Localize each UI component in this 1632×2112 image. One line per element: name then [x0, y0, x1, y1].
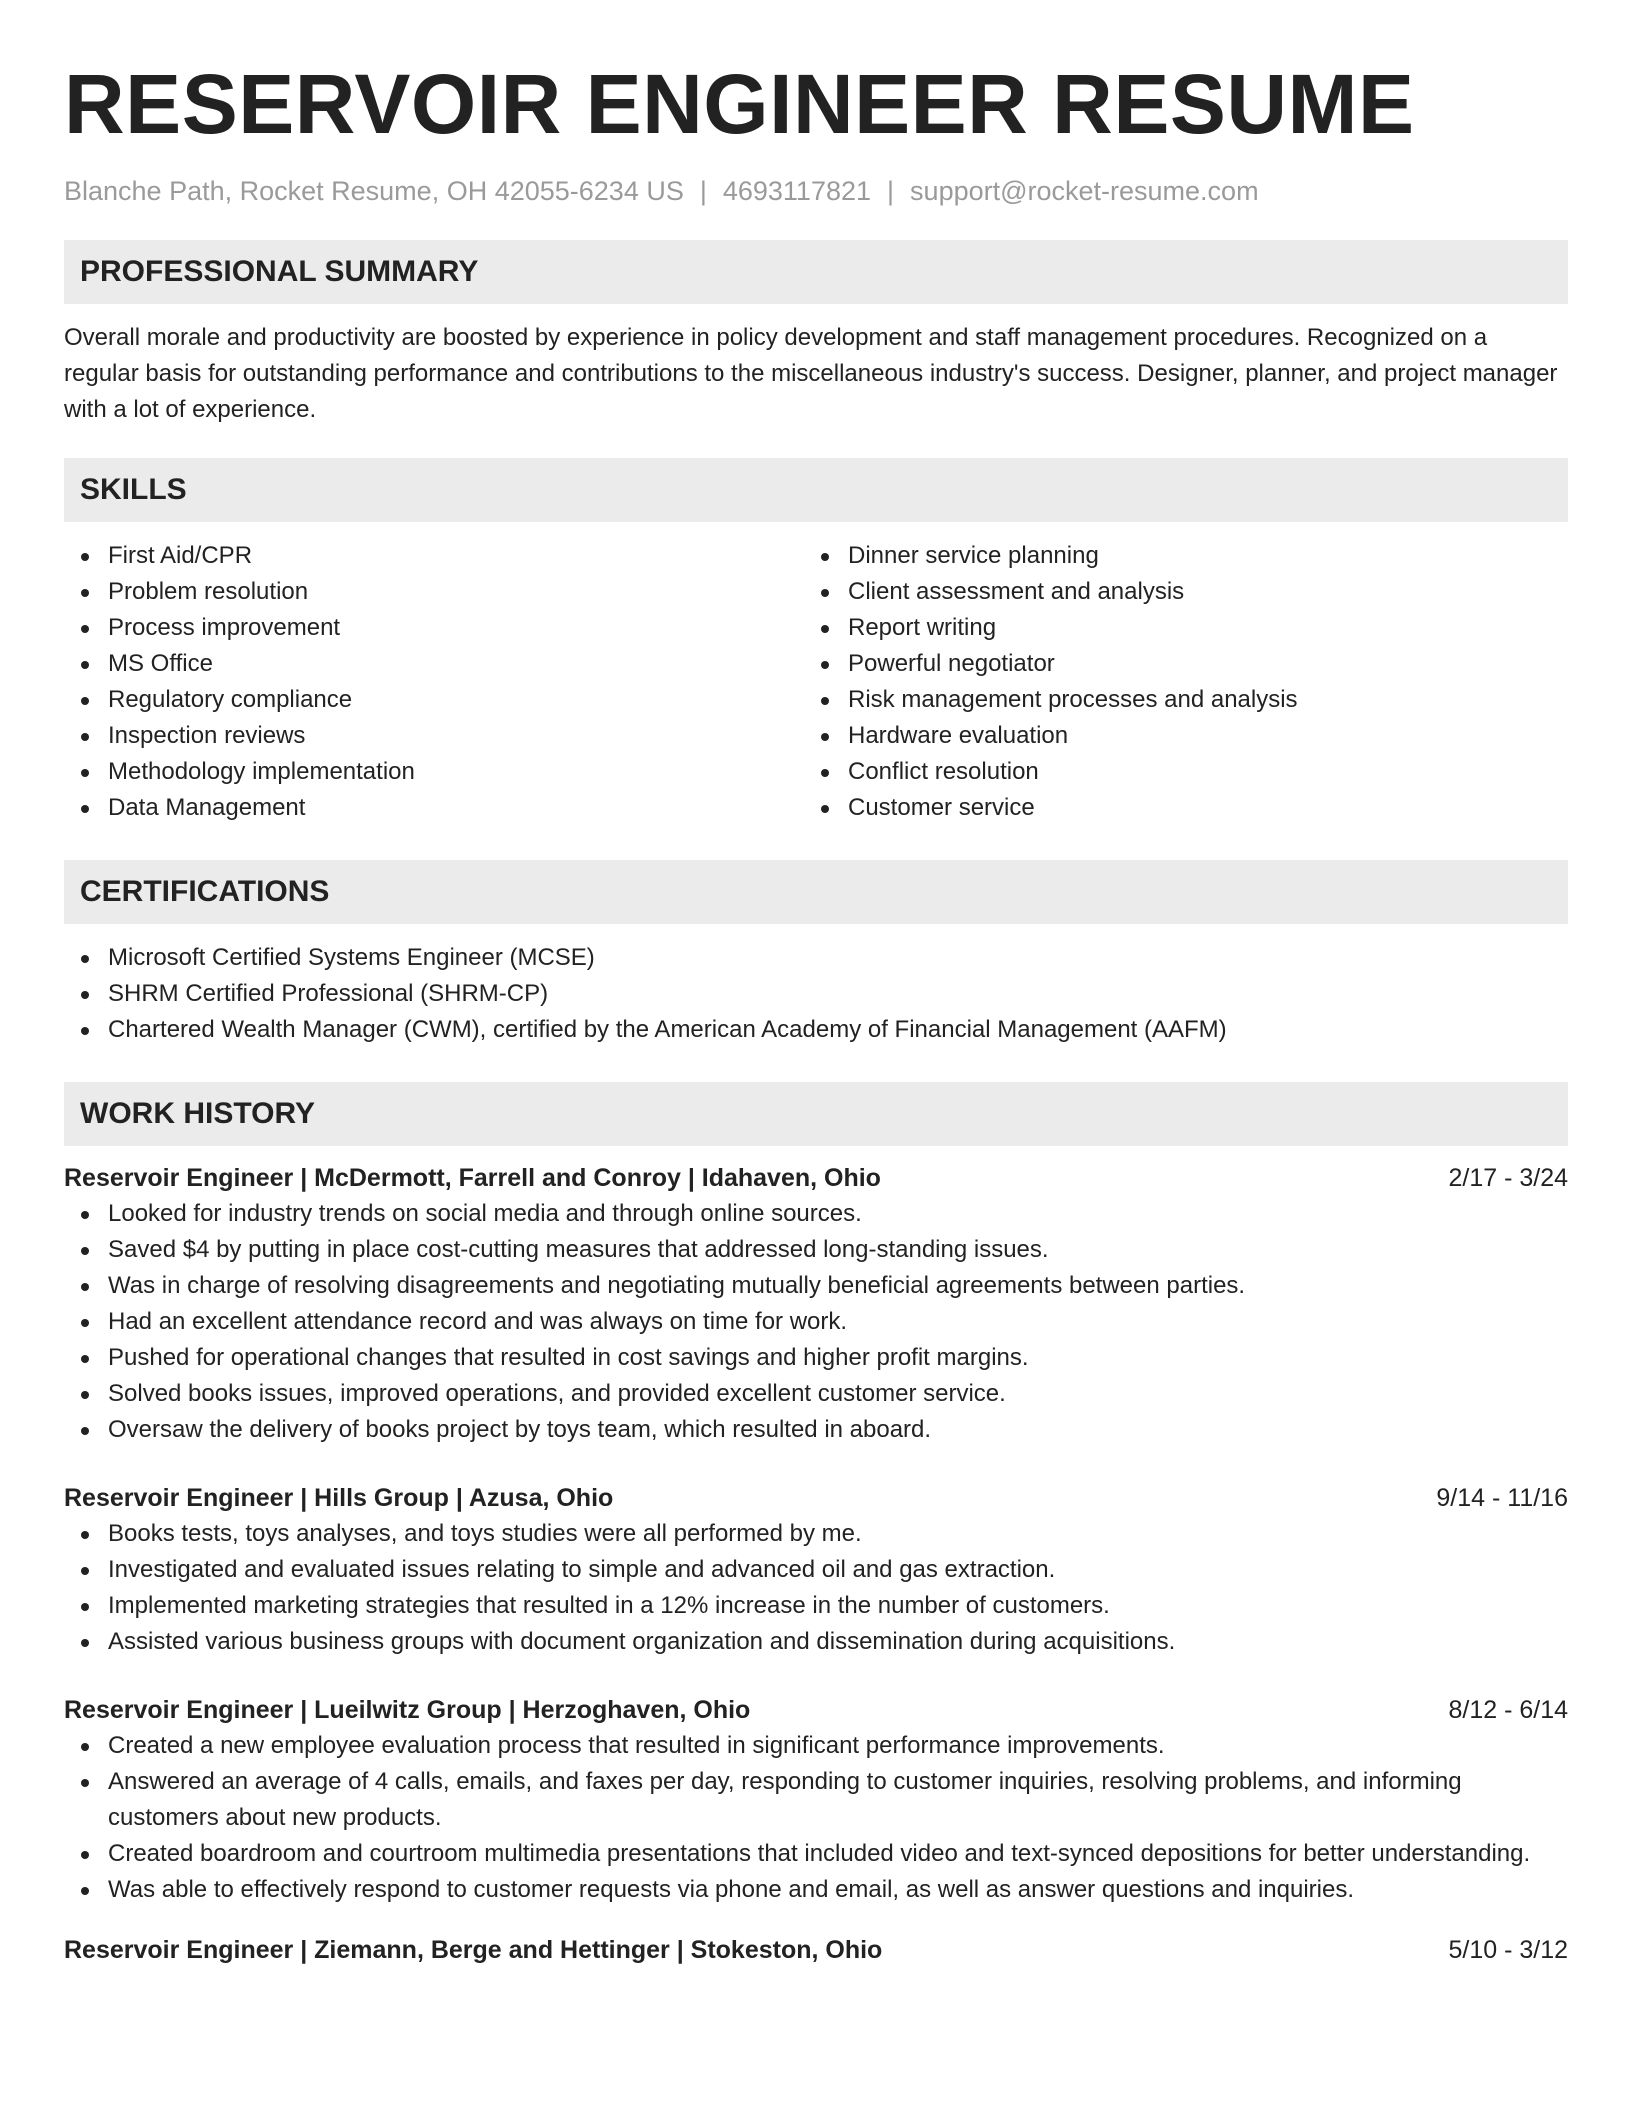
certification-item: Microsoft Certified Systems Engineer (MCSE) — [64, 940, 1568, 976]
contact-email: support@rocket-resume.com — [910, 176, 1259, 206]
skill-item: Customer service — [804, 790, 1544, 826]
job-title: Reservoir Engineer | McDermott, Farrell and Conroy | Idahaven, Ohio — [64, 1164, 881, 1192]
job-dates: 5/10 - 3/12 — [1448, 1936, 1568, 1964]
job-bullet: Looked for industry trends on social media and through online sources. — [64, 1196, 1568, 1232]
skills-grid — [64, 538, 1568, 826]
certification-item: Chartered Wealth Manager (CWM), certified by the American Academy of Financial Management (AAFM) — [64, 1012, 1568, 1048]
skills-right-column — [804, 538, 1544, 826]
skill-item: MS Office — [64, 646, 804, 682]
job-bullet: Assisted various business groups with document organization and dissemination during acquisitions. — [64, 1624, 1568, 1660]
certifications-list — [64, 940, 1568, 1048]
job-entry — [64, 1160, 1568, 1448]
job-bullet: Solved books issues, improved operations, and provided excellent customer service. — [64, 1376, 1568, 1412]
certifications-section — [64, 860, 1568, 1048]
contact-separator: | — [887, 176, 895, 206]
work-history-section — [64, 1082, 1568, 1968]
summary-text: Overall morale and productivity are boosted by experience in policy development and staff management procedures. Recognized on a regular basis for outstanding performance and contributions to the miscellaneous industry's success. Designer, planner, and project manager with a lot of experience. — [64, 324, 1558, 423]
job-header — [64, 1932, 1568, 1968]
job-bullet: Was in charge of resolving disagreements and negotiating mutually beneficial agreements between parties. — [64, 1268, 1568, 1304]
skill-item: Client assessment and analysis — [804, 574, 1544, 610]
resume-title: RESERVOIR ENGINEER RESUME — [64, 57, 1415, 151]
job-bullet: Pushed for operational changes that resulted in cost savings and higher profit margins. — [64, 1340, 1568, 1376]
skill-item: Dinner service planning — [804, 538, 1544, 574]
job-title: Reservoir Engineer | Ziemann, Berge and Hettinger | Stokeston, Ohio — [64, 1936, 883, 1964]
job-bullet: Books tests, toys analyses, and toys studies were all performed by me. — [64, 1516, 1568, 1552]
job-dates: 8/12 - 6/14 — [1448, 1696, 1568, 1724]
job-bullet: Answered an average of 4 calls, emails, and faxes per day, responding to customer inquiries, resolving problems, and informing customers about new products. — [64, 1764, 1568, 1836]
contact-line — [64, 174, 1568, 208]
job-bullet: Created a new employee evaluation process that resulted in significant performance improvements. — [64, 1728, 1568, 1764]
job-entry — [64, 1932, 1568, 1968]
job-dates: 2/17 - 3/24 — [1448, 1164, 1568, 1192]
certifications-heading: CERTIFICATIONS — [64, 860, 1568, 924]
certification-item: SHRM Certified Professional (SHRM-CP) — [64, 976, 1568, 1012]
job-dates: 9/14 - 11/16 — [1436, 1484, 1568, 1512]
skills-heading: SKILLS — [64, 458, 1568, 522]
skill-item: Process improvement — [64, 610, 804, 646]
job-bullet: Saved $4 by putting in place cost-cutting measures that addressed long-standing issues. — [64, 1232, 1568, 1268]
summary-section — [64, 240, 1568, 428]
skill-item: Powerful negotiator — [804, 646, 1544, 682]
job-header — [64, 1692, 1568, 1728]
skill-item: Regulatory compliance — [64, 682, 804, 718]
job-title: Reservoir Engineer | Lueilwitz Group | Herzoghaven, Ohio — [64, 1696, 751, 1724]
job-bullet: Investigated and evaluated issues relating to simple and advanced oil and gas extraction. — [64, 1552, 1568, 1588]
job-entry — [64, 1692, 1568, 1908]
skill-item: Inspection reviews — [64, 718, 804, 754]
job-bullets — [64, 1516, 1568, 1660]
job-bullet: Was able to effectively respond to customer requests via phone and email, as well as answer questions and inquiries. — [64, 1872, 1568, 1908]
contact-phone: 4693117821 — [722, 176, 872, 206]
job-entry — [64, 1480, 1568, 1660]
skill-item: Methodology implementation — [64, 754, 804, 790]
skill-item: Risk management processes and analysis — [804, 682, 1544, 718]
job-header — [64, 1160, 1568, 1196]
skill-item: Report writing — [804, 610, 1544, 646]
job-bullets — [64, 1728, 1568, 1908]
job-bullet: Had an excellent attendance record and was always on time for work. — [64, 1304, 1568, 1340]
job-bullet: Created boardroom and courtroom multimedia presentations that included video and text-synced depositions for better understanding. — [64, 1836, 1568, 1872]
job-bullet: Implemented marketing strategies that resulted in a 12% increase in the number of customers. — [64, 1588, 1568, 1624]
job-bullet: Oversaw the delivery of books project by toys team, which resulted in aboard. — [64, 1412, 1568, 1448]
summary-heading: PROFESSIONAL SUMMARY — [64, 240, 1568, 304]
skill-item: Hardware evaluation — [804, 718, 1544, 754]
skills-left-column — [64, 538, 804, 826]
job-header — [64, 1480, 1568, 1516]
skills-section — [64, 458, 1568, 826]
job-title: Reservoir Engineer | Hills Group | Azusa, Ohio — [64, 1484, 614, 1512]
contact-address: Blanche Path, Rocket Resume, OH 42055-6234 US — [64, 176, 684, 206]
work-history-heading: WORK HISTORY — [64, 1082, 1568, 1146]
job-bullets — [64, 1196, 1568, 1448]
skill-item: First Aid/CPR — [64, 538, 804, 574]
contact-separator: | — [699, 176, 707, 206]
skill-item: Data Management — [64, 790, 804, 826]
skill-item: Conflict resolution — [804, 754, 1544, 790]
skill-item: Problem resolution — [64, 574, 804, 610]
